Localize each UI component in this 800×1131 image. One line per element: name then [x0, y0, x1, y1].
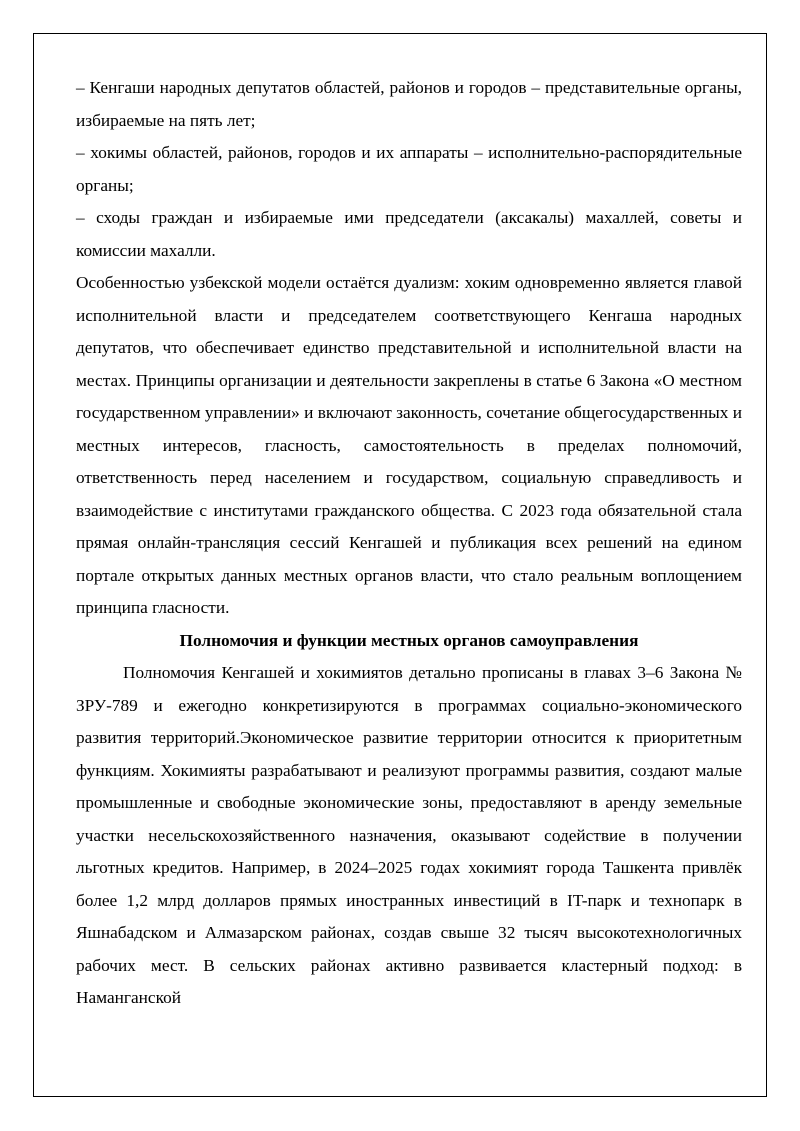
list-item-kengashi: – Кенгаши народных депутатов областей, районов и городов – представительные органы, избираемые на пять лет;: [76, 78, 742, 130]
document-body: [76, 72, 742, 1015]
list-item-mahalla: – сходы граждан и избираемые ими председатели (аксакалы) махаллей, советы и комиссии махалли.: [76, 208, 742, 260]
paragraph-powers: Полномочия Кенгашей и хокимиятов детально прописаны в главах 3–6 Закона № ЗРУ-789 и ежегодно конкретизируются в программах социально-экономического развития территорий.Экономическое развитие территории относится к приоритетным функциям. Хокимияты разрабатывают и реализуют программы развития, создают малые промышленные и свободные экономические зоны, предоставляют в аренду земельные участки несельскохозяйственного назначения, оказывают содействие в получении льготных кредитов. Например, в 2024–2025 годах хокимият города Ташкента привлёк более 1,2 млрд долларов прямых иностранных инвестиций в IT-парк и технопарк в Яшнабадском и Алмазарском районах, создав свыше 32 тысяч высокотехнологичных рабочих мест. В сельских районах активно развивается кластерный подход: в Наманганской: [76, 663, 742, 1007]
list-item-hokims: – хокимы областей, районов, городов и их аппараты – исполнительно-распорядительные органы;: [76, 143, 742, 195]
paragraph-dualism: Особенностью узбекской модели остаётся дуализм: хоким одновременно является главой исполнительной власти и председателем соответствующего Кенгаша народных депутатов, что обеспечивает единство представительной и исполнительной власти на местах. Принципы организации и деятельности закреплены в статье 6 Закона «О местном государственном управлении» и включают законность, сочетание общегосударственных и местных интересов, гласность, самостоятельность в пределах полномочий, ответственность перед населением и государством, социальную справедливость и взаимодействие с институтами гражданского общества. С 2023 года обязательной стала прямая онлайн-трансляция сессий Кенгашей и публикация всех решений на едином портале открытых данных местных органов власти, что стало реальным воплощением принципа гласности.: [76, 273, 742, 617]
section-heading: Полномочия и функции местных органов самоуправления: [179, 630, 639, 650]
